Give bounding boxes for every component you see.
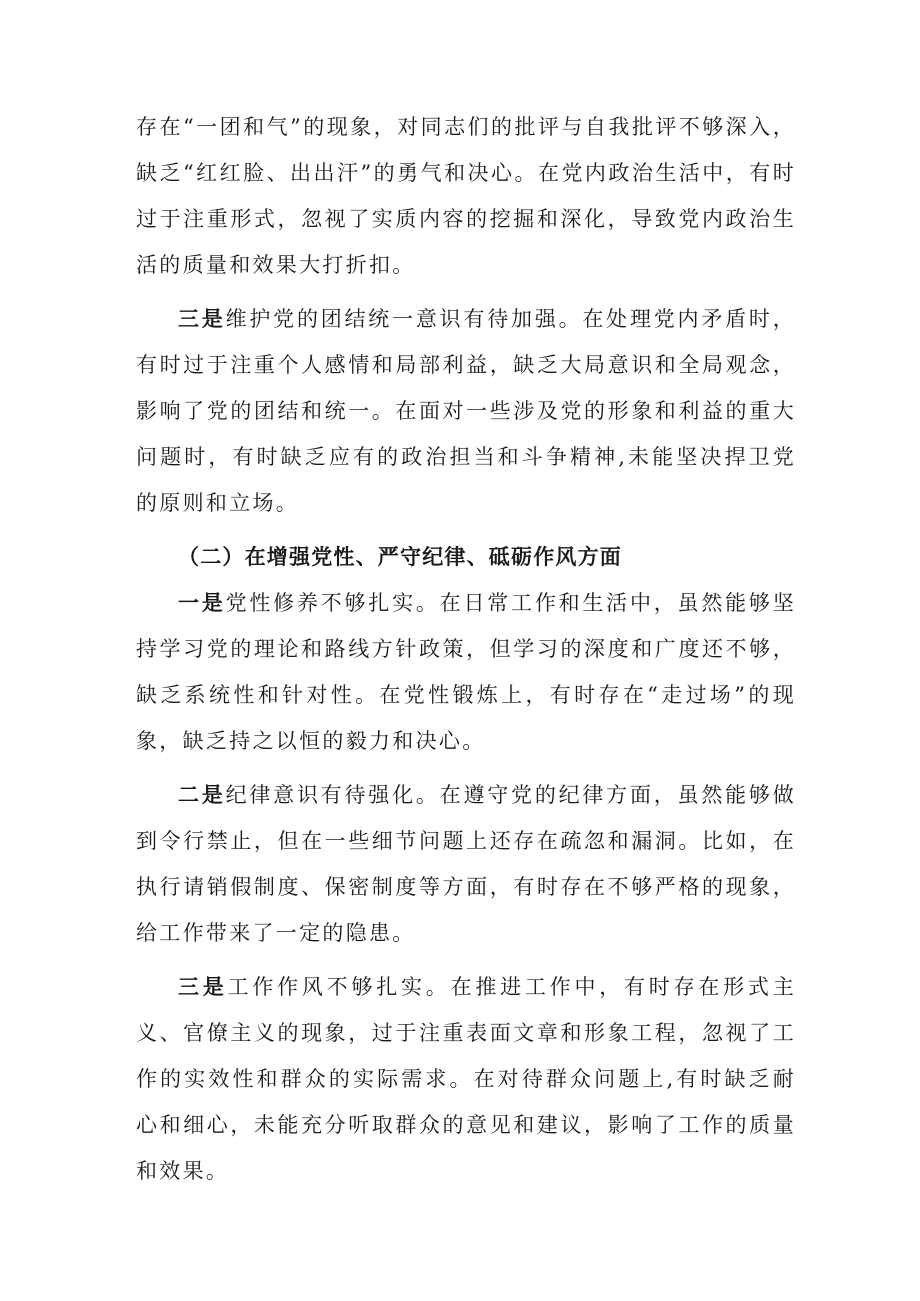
paragraph-text: 存在“一团和气”的现象，对同志们的批评与自我批评不够深入，缺乏“红红脸、出出汗”的勇气和决心。在党内政治生活中，有时过于注重形式，忽视了实质内容的挖掘和深化，导致党内政治生活的质量和效果大打折扣。: [136, 115, 796, 277]
paragraph-party-spirit: [136, 580, 796, 764]
paragraph-lead: 二是: [178, 783, 226, 807]
paragraph-continued: [136, 104, 796, 288]
paragraph-political-unity: [136, 296, 796, 526]
paragraph-work-style: [136, 964, 796, 1194]
paragraph-text: 党性修养不够扎实。在日常工作和生活中，虽然能够坚持学习党的理论和路线方针政策，但学习的深度和广度还不够，缺乏系统性和针对性。在党性锻炼上，有时存在“走过场”的现象，缺乏持之以恒的毅力和决心。: [136, 591, 796, 753]
paragraph-discipline: [136, 772, 796, 956]
paragraph-lead: 三是: [178, 975, 228, 999]
document-body: [136, 104, 796, 1194]
section-heading: （二）在增强党性、严守纪律、砥砺作风方面: [178, 545, 622, 569]
paragraph-text: 纪律意识有待强化。在遵守党的纪律方面，虽然能够做到令行禁止，但在一些细节问题上还存在疏忽和漏洞。比如，在执行请销假制度、保密制度等方面，有时存在不够严格的现象，给工作带来了一定的隐患。: [136, 783, 796, 945]
paragraph-text: 维护党的团结统一意识有待加强。在处理党内矛盾时，有时过于注重个人感情和局部利益，缺乏大局意识和全局观念，影响了党的团结和统一。在面对一些涉及党的形象和利益的重大问题时，有时缺乏应有的政治担当和斗争精神,未能坚决捍卫党的原则和立场。: [136, 307, 796, 515]
paragraph-text: 工作作风不够扎实。在推进工作中，有时存在形式主义、官僚主义的现象，过于注重表面文章和形象工程，忽视了工作的实效性和群众的实际需求。在对待群众问题上,有时缺乏耐心和细心，未能充分听取群众的意见和建议，影响了工作的质量和效果。: [136, 975, 796, 1183]
paragraph-lead: 一是: [178, 591, 226, 615]
paragraph-lead: 三是: [178, 307, 226, 331]
